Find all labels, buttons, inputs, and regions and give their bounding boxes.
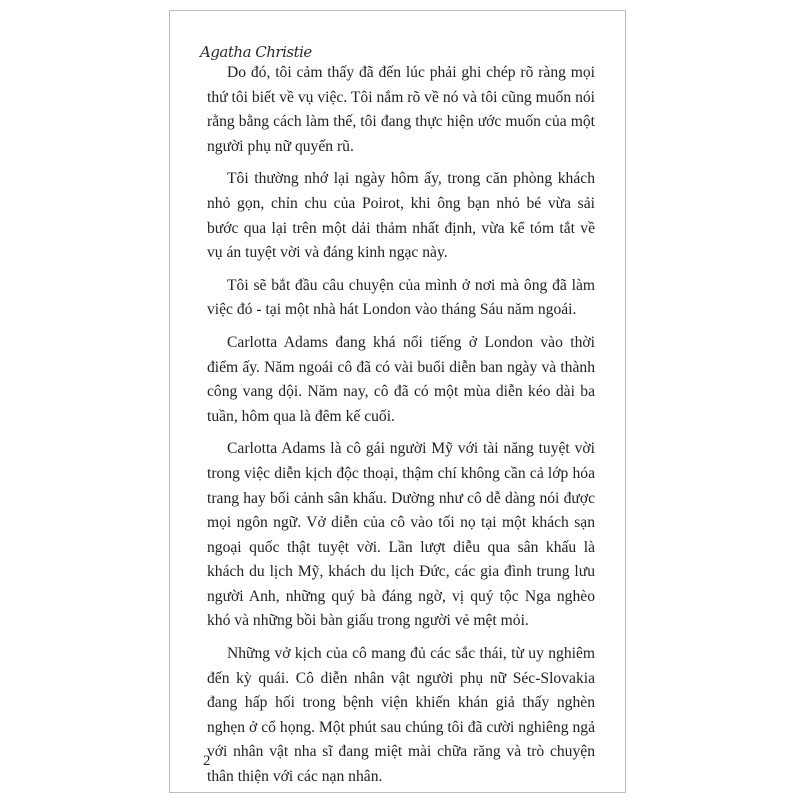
- paragraph: Tôi thường nhớ lại ngày hôm ấy, trong căn phòng khách nhỏ gọn, chỉn chu của Poirot, khi ông bạn nhỏ bé vừa sải bước qua lại trên một dải thảm nhất định, vừa kể tóm tắt về vụ án tuyệt vời và đáng kinh ngạc này.: [207, 170, 595, 262]
- paragraph: Tôi sẽ bắt đầu câu chuyện của mình ở nơi mà ông đã làm việc đó - tại một nhà hát London vào tháng Sáu năm ngoái.: [207, 276, 595, 319]
- paragraph: Carlotta Adams là cô gái người Mỹ với tài năng tuyệt vời trong việc diễn kịch độc thoại, thậm chí không cần cả lớp hóa trang hay bối cảnh sân khấu. Dường như cô dễ dàng nói được mọi ngôn ngữ. Vở diễn của cô vào tối nọ tại một khách sạn ngoại quốc thật tuyệt vời. Lần lượt diễu qua sân khấu là khách du lịch Mỹ, khách du lịch Đức, các gia đình trung lưu người Anh, những quý bà đáng ngờ, vị quý tộc Nga nghèo khó và những bồi bàn giấu trong người vẻ mệt mỏi.: [207, 440, 595, 630]
- paragraph: Do đó, tôi cảm thấy đã đến lúc phải ghi chép rõ ràng mọi thứ tôi biết về vụ việc. Tôi nắm rõ về nó và tôi cũng muốn nói rằng bằng cách làm thế, tôi đang thực hiện ước muốn của một người phụ nữ quyến rũ.: [207, 64, 595, 155]
- paragraph: Carlotta Adams đang khá nổi tiếng ở London vào thời điểm ấy. Năm ngoái cô đã có vài buổi diễn ban ngày và thành công vang dội. Năm nay, cô đã có một mùa diễn kéo dài ba tuần, hôm qua là đêm kế cuối.: [207, 333, 595, 425]
- author-signature: Agatha Christie: [200, 43, 312, 61]
- paragraph: Những vở kịch của cô mang đủ các sắc thái, từ uy nghiêm đến kỳ quái. Cô diễn nhân vật người phụ nữ Séc-Slovakia đang hấp hối trong bệnh viện khiến khán giả thấy nghèn nghẹn ở cổ họng. Một phút sau chúng tôi đã cười nghiêng ngả với nhân vật nha sĩ đang miệt mài chữa răng và trò chuyện thân thiện với các nạn nhân.: [207, 645, 595, 786]
- body-text: [207, 61, 595, 798]
- book-page: [169, 10, 626, 793]
- page-number: 2: [203, 753, 211, 769]
